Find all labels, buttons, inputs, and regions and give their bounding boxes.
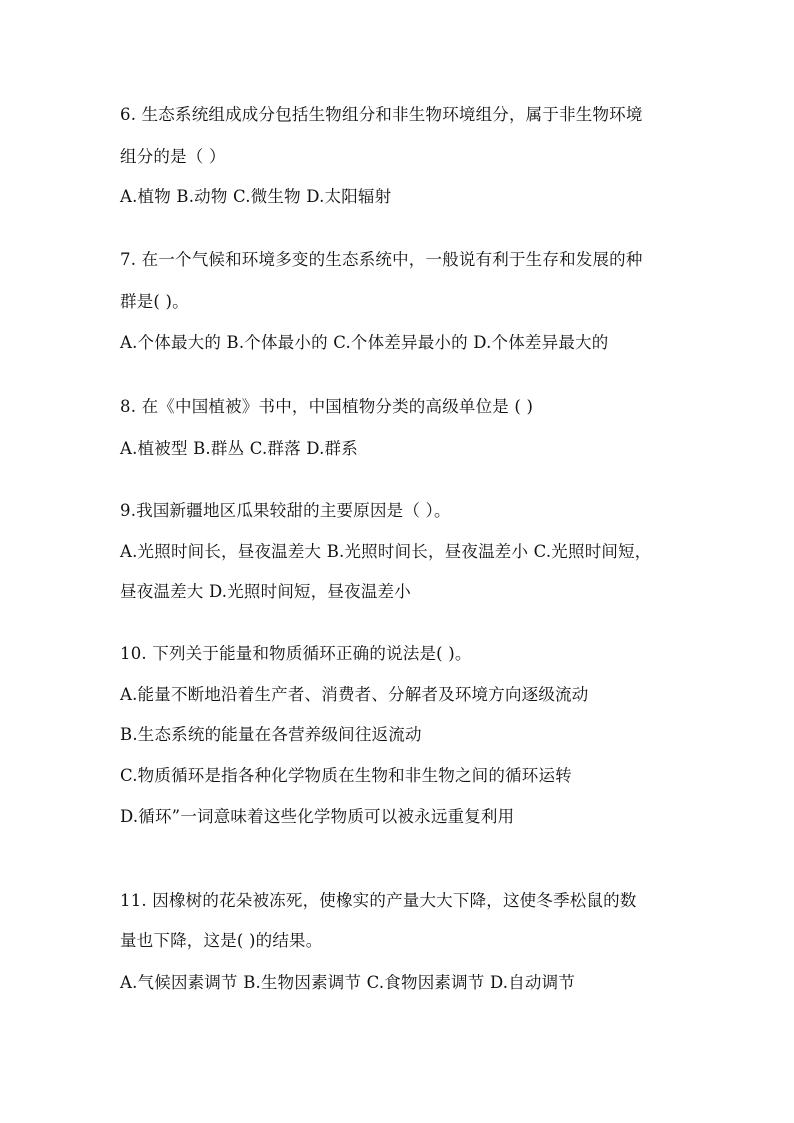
question-11-stem-line-1: 11. 因橡树的花朵被冻死，使橡实的产量大大下降，这使冬季松鼠的数 (120, 891, 637, 910)
question-9-stem: 9.我国新疆地区瓜果较甜的主要原因是（ ）。 (120, 501, 451, 520)
question-8-options: A.植被型 B.群丛 C.群落 D.群系 (120, 439, 358, 458)
question-7-options: A.个体最大的 B.个体最小的 C.个体差异最小的 D.个体差异最大的 (120, 333, 609, 352)
question-6-options: A.植物 B.动物 C.微生物 D.太阳辐射 (120, 187, 392, 206)
question-6-stem-line-2: 组分的是（ ） (120, 147, 226, 166)
question-8-stem: 8. 在《中国植被》书中，中国植物分类的高级单位是 ( ) (120, 397, 534, 416)
question-10-stem: 10. 下列关于能量和物质循环正确的说法是( )。 (120, 644, 472, 663)
question-11-stem-line-2: 量也下降，这是( )的结果。 (120, 931, 323, 950)
question-11-options: A.气候因素调节 B.生物因素调节 C.食物因素调节 D.自动调节 (120, 973, 576, 992)
question-10-option-a: A.能量不断地沿着生产者、消费者、分解者及环境方向逐级流动 (120, 685, 589, 704)
question-9-options-line-2: 昼夜温差大 D.光照时间短，昼夜温差小 (120, 582, 411, 601)
question-9-options-line-1: A.光照时间长，昼夜温差大 B.光照时间长，昼夜温差小 C.光照时间短， (120, 542, 652, 561)
question-10-option-c: C.物质循环是指各种化学物质在生物和非生物之间的循环运转 (120, 766, 572, 785)
question-7-stem-line-2: 群是( )。 (120, 292, 189, 311)
question-10-option-d: D.循环”一词意味着这些化学物质可以被永远重复利用 (120, 807, 515, 826)
question-6-stem-line-1: 6. 生态系统组成成分包括生物组分和非生物环境组分，属于非生物环境 (120, 105, 643, 124)
question-7-stem-line-1: 7. 在一个气候和环境多变的生态系统中，一般说有利于生存和发展的种 (120, 250, 643, 269)
question-10-option-b: B.生态系统的能量在各营养级间往返流动 (120, 725, 422, 744)
